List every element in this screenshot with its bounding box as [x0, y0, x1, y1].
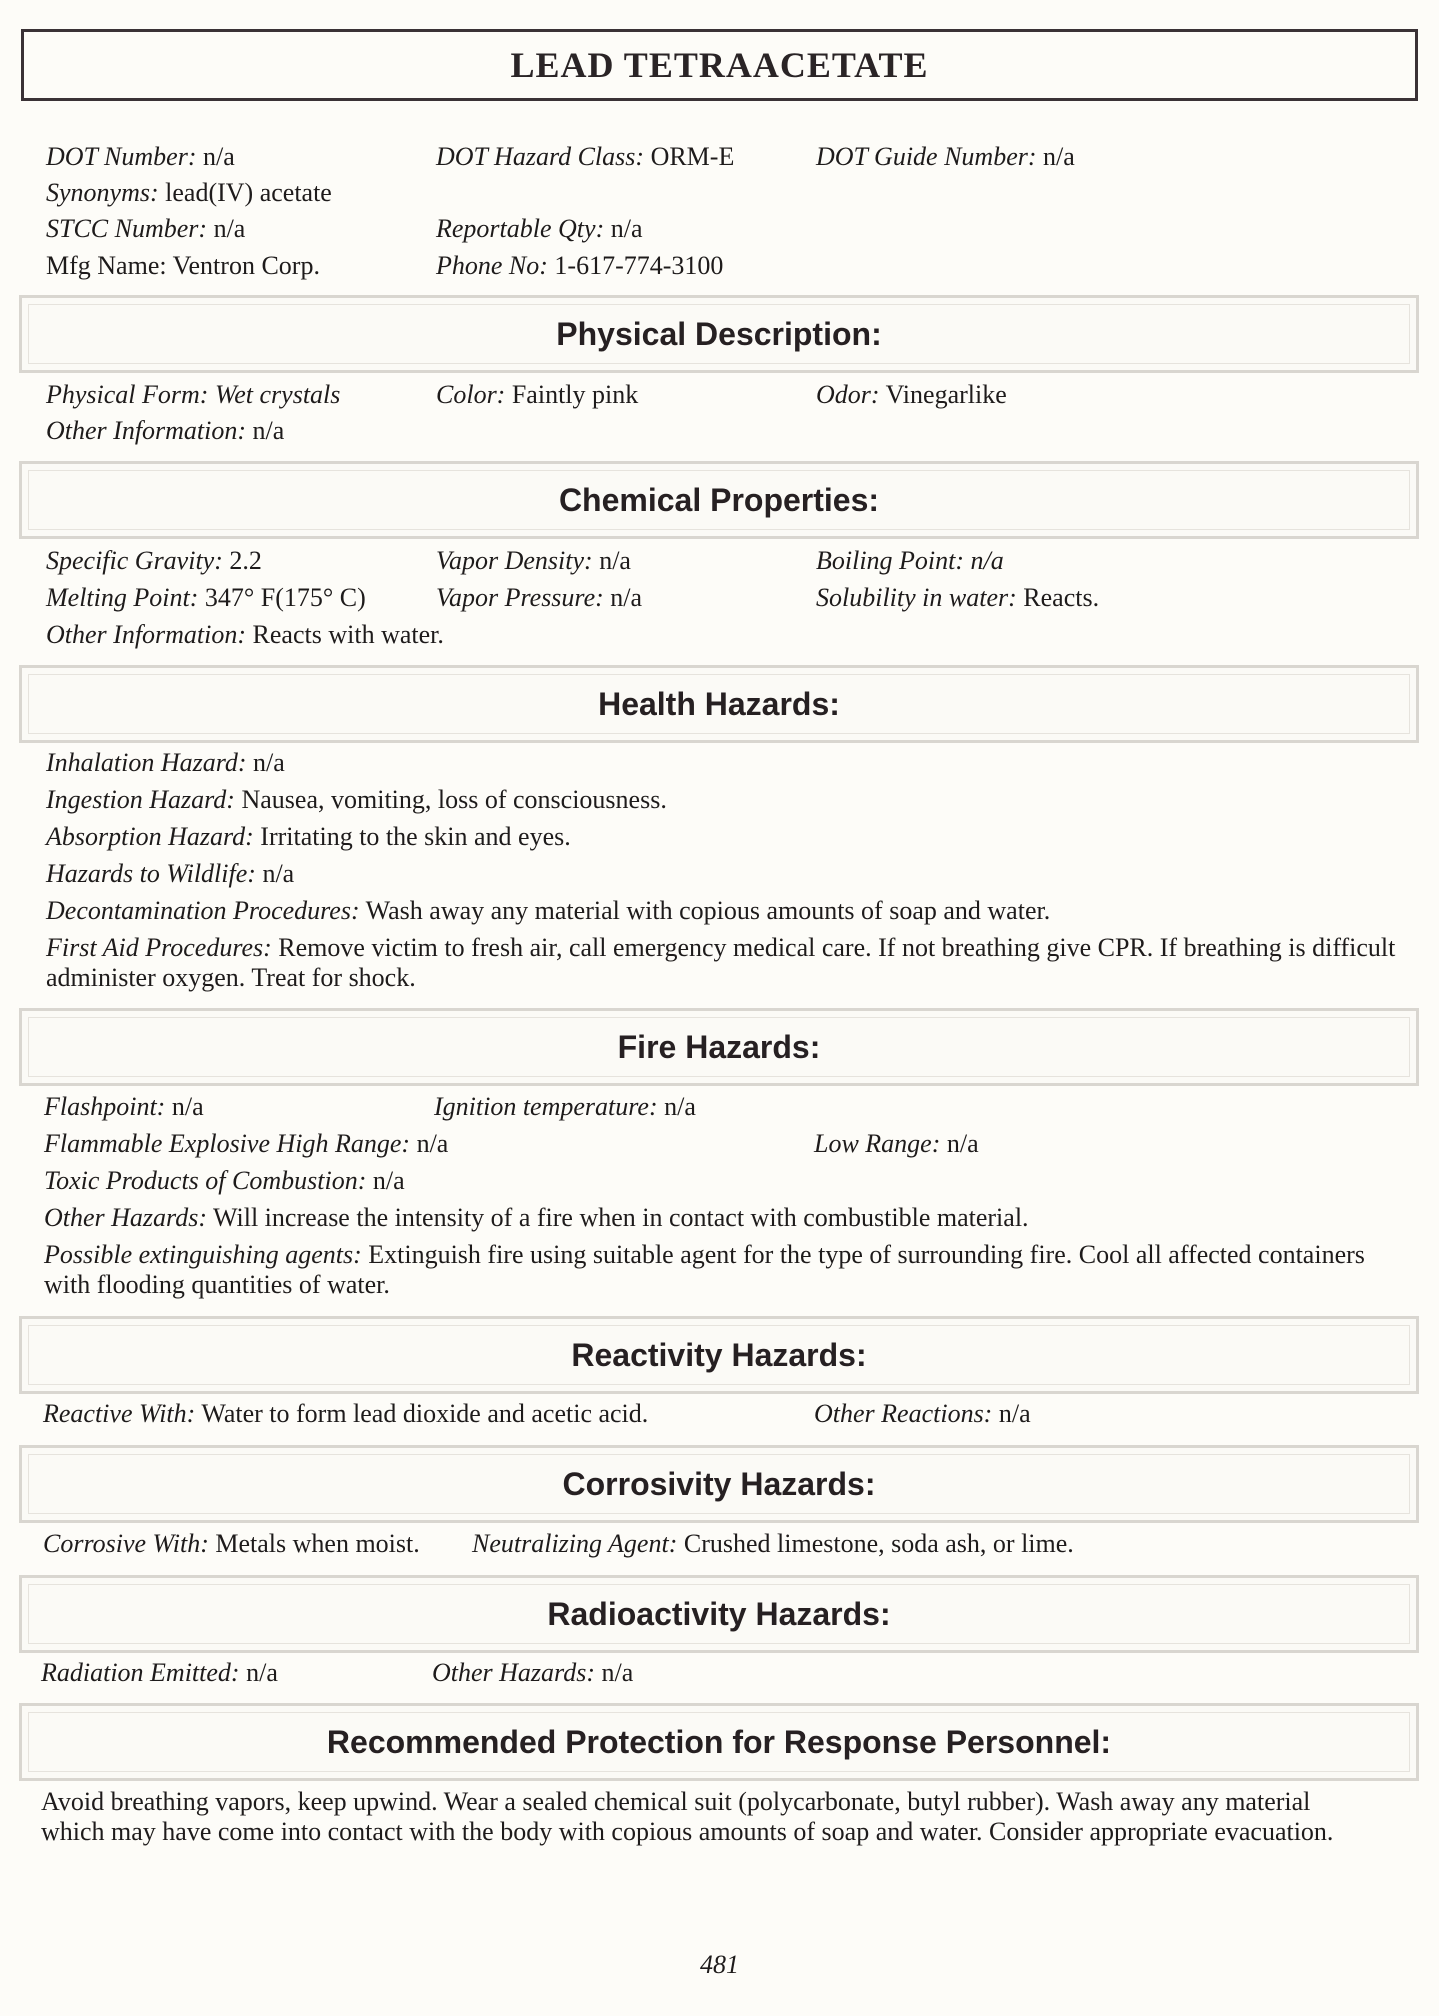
- mfg-name-field: [46, 251, 320, 281]
- reactivity-hazards-header: [19, 1316, 1419, 1394]
- field-label: Decontamination Procedures:: [46, 896, 360, 925]
- field-value: Remove victim to fresh air, call emergency medical care. If not breathing give CPR. If breathing is difficult administer oxygen. Treat for shock.: [46, 933, 1396, 992]
- solubility-field: [816, 583, 1099, 613]
- absorption-hazard-field: [46, 822, 571, 852]
- field-value: n/a: [601, 1658, 634, 1687]
- field-value: Will increase the intensity of a fire when in contact with combustible material.: [213, 1203, 1029, 1232]
- field-label: Phone No:: [436, 251, 548, 280]
- field-value: Reacts.: [1023, 583, 1100, 612]
- melting-point-field: [46, 583, 366, 613]
- field-value: Wet crystals: [214, 380, 341, 409]
- corrosivity-hazards-header: [19, 1445, 1419, 1523]
- reportable-qty-field: [436, 214, 643, 244]
- field-label: Absorption Hazard:: [46, 822, 254, 851]
- dot-hazard-class-field: [436, 142, 734, 172]
- physical-form-field: [46, 380, 340, 410]
- field-value: n/a: [998, 1399, 1031, 1428]
- radiation-emitted-field: [41, 1658, 278, 1688]
- other-reactions-field: [814, 1399, 1031, 1429]
- field-label: Neutralizing Agent:: [472, 1529, 678, 1558]
- field-label: Flashpoint:: [44, 1092, 166, 1121]
- field-label: Low Range:: [814, 1129, 941, 1158]
- field-label: DOT Hazard Class:: [436, 142, 645, 171]
- field-value: lead(IV) acetate: [165, 178, 332, 207]
- field-value: n/a: [171, 1092, 204, 1121]
- dot-number-field: [46, 142, 235, 172]
- high-range-field: [44, 1129, 448, 1159]
- page-number: 481: [700, 1950, 739, 1979]
- field-value: 347° F(175° C): [204, 583, 366, 612]
- field-value: n/a: [416, 1129, 449, 1158]
- field-label: Other Hazards:: [44, 1203, 207, 1232]
- section-heading: Physical Description:: [556, 315, 882, 352]
- field-value: n/a: [202, 142, 235, 171]
- inhalation-hazard-field: [46, 748, 285, 778]
- field-label: Solubility in water:: [816, 583, 1017, 612]
- field-label: Specific Gravity:: [46, 546, 223, 575]
- specific-gravity-field: [46, 546, 262, 576]
- field-label: Vapor Density:: [436, 546, 593, 575]
- ignition-temperature-field: [434, 1092, 696, 1122]
- field-value: n/a: [1043, 142, 1075, 171]
- radioactivity-hazards-header: [19, 1575, 1419, 1653]
- synonyms-field: [46, 178, 332, 208]
- neutralizing-agent-field: [472, 1529, 1074, 1559]
- stcc-number-field: [46, 214, 245, 244]
- wildlife-hazard-field: [46, 859, 294, 889]
- chemical-other-field: [46, 620, 444, 650]
- decontamination-field: [46, 896, 1050, 926]
- field-label: Hazards to Wildlife:: [46, 859, 256, 888]
- field-value: 1-617-774-3100: [554, 251, 724, 280]
- document-title: LEAD TETRAACETATE: [510, 45, 929, 85]
- field-value: Ventron Corp.: [172, 251, 320, 280]
- field-label: Toxic Products of Combustion:: [44, 1166, 367, 1195]
- physical-other-field: [46, 416, 284, 446]
- field-label: DOT Number:: [46, 142, 197, 171]
- field-value: Crushed limestone, soda ash, or lime.: [683, 1529, 1074, 1558]
- field-label: Other Information:: [46, 620, 247, 649]
- fire-other-hazards-field: [44, 1203, 1029, 1233]
- field-label: Melting Point:: [46, 583, 199, 612]
- protection-header: [19, 1703, 1419, 1781]
- first-aid-field: [46, 933, 1406, 993]
- vapor-density-field: [436, 546, 631, 576]
- field-label: Other Hazards:: [432, 1658, 595, 1687]
- field-label: Other Information:: [46, 416, 247, 445]
- field-label: Possible extinguishing agents:: [44, 1240, 362, 1269]
- field-value: Extinguish fire using suitable agent for the type of surrounding fire. Cool all affected containers with flooding quantities of water.: [44, 1240, 1365, 1299]
- field-label: Corrosive With:: [43, 1529, 209, 1558]
- field-value: n/a: [664, 1092, 696, 1121]
- section-heading: Reactivity Hazards:: [571, 1336, 867, 1373]
- field-label: STCC Number:: [46, 214, 208, 243]
- field-value: n/a: [599, 546, 631, 575]
- field-value: n/a: [213, 214, 246, 243]
- field-label: Synonyms:: [46, 178, 159, 207]
- field-value: 2.2: [229, 546, 262, 575]
- field-value: n/a: [610, 214, 643, 243]
- field-value: Irritating to the skin and eyes.: [260, 822, 571, 851]
- dot-guide-number-field: [816, 142, 1075, 172]
- field-value: n/a: [610, 583, 643, 612]
- field-label: Boiling Point:: [816, 546, 965, 575]
- section-heading: Chemical Properties:: [558, 481, 880, 518]
- vapor-pressure-field: [436, 583, 642, 613]
- section-heading: Corrosivity Hazards:: [562, 1465, 876, 1502]
- field-value: Vinegarlike: [885, 380, 1007, 409]
- field-value: Wash away any material with copious amounts of soap and water.: [365, 896, 1051, 925]
- field-value: n/a: [252, 416, 285, 445]
- field-label: Other Reactions:: [814, 1399, 993, 1428]
- field-value: Reacts with water.: [252, 620, 444, 649]
- field-value: Water to form lead dioxide and acetic acid.: [201, 1399, 649, 1428]
- field-value: n/a: [946, 1129, 979, 1158]
- field-value: n/a: [253, 748, 285, 777]
- field-value: Metals when moist.: [215, 1529, 420, 1558]
- field-label: Color:: [436, 380, 506, 409]
- section-heading: Radioactivity Hazards:: [547, 1595, 891, 1632]
- field-label: Flammable Explosive High Range:: [44, 1129, 411, 1158]
- field-label: Reactive With:: [43, 1399, 196, 1428]
- toxic-products-field: [44, 1166, 405, 1196]
- section-heading: Fire Hazards:: [617, 1028, 821, 1065]
- field-label: Reportable Qty:: [436, 214, 605, 243]
- field-label: Physical Form:: [46, 380, 209, 409]
- field-label: Inhalation Hazard:: [46, 748, 247, 777]
- phone-no-field: [436, 251, 723, 281]
- field-label: DOT Guide Number:: [816, 142, 1037, 171]
- health-hazards-header: [19, 665, 1419, 743]
- field-value: n/a: [262, 859, 295, 888]
- fire-hazards-header: [19, 1008, 1419, 1086]
- title-box: [21, 29, 1418, 101]
- physical-description-header: [19, 295, 1419, 373]
- reactive-with-field: [43, 1399, 648, 1429]
- field-value: n/a: [372, 1166, 405, 1195]
- field-label: Radiation Emitted:: [41, 1658, 240, 1687]
- field-value: n/a: [970, 546, 1004, 575]
- field-value: ORM-E: [650, 142, 735, 171]
- field-value: Faintly pink: [511, 380, 639, 409]
- corrosive-with-field: [43, 1529, 420, 1559]
- field-label: First Aid Procedures:: [46, 933, 272, 962]
- ingestion-hazard-field: [46, 785, 667, 815]
- section-heading: Health Hazards:: [598, 685, 840, 722]
- field-label: Ignition temperature:: [434, 1092, 658, 1121]
- field-label: Mfg Name:: [46, 251, 167, 280]
- flashpoint-field: [44, 1092, 204, 1122]
- odor-field: [816, 380, 1007, 410]
- section-heading: Recommended Protection for Response Personnel:: [326, 1723, 1112, 1760]
- field-label: Vapor Pressure:: [436, 583, 604, 612]
- protection-text: Avoid breathing vapors, keep upwind. Wear a sealed chemical suit (polycarbonate, butyl rubber). Wash away any material which may have come into contact with the body with copious amounts of soap and water. Consider appropriate evacuation.: [41, 1787, 1334, 1846]
- extinguishing-agents-field: [44, 1240, 1406, 1300]
- field-value: n/a: [246, 1658, 278, 1687]
- radioactivity-other-field: [432, 1658, 633, 1688]
- boiling-point-field: [816, 546, 1004, 576]
- color-field: [436, 380, 638, 410]
- chemical-properties-header: [19, 461, 1419, 539]
- field-label: Ingestion Hazard:: [46, 785, 235, 814]
- field-label: Odor:: [816, 380, 880, 409]
- low-range-field: [814, 1129, 979, 1159]
- field-value: Nausea, vomiting, loss of consciousness.: [241, 785, 667, 814]
